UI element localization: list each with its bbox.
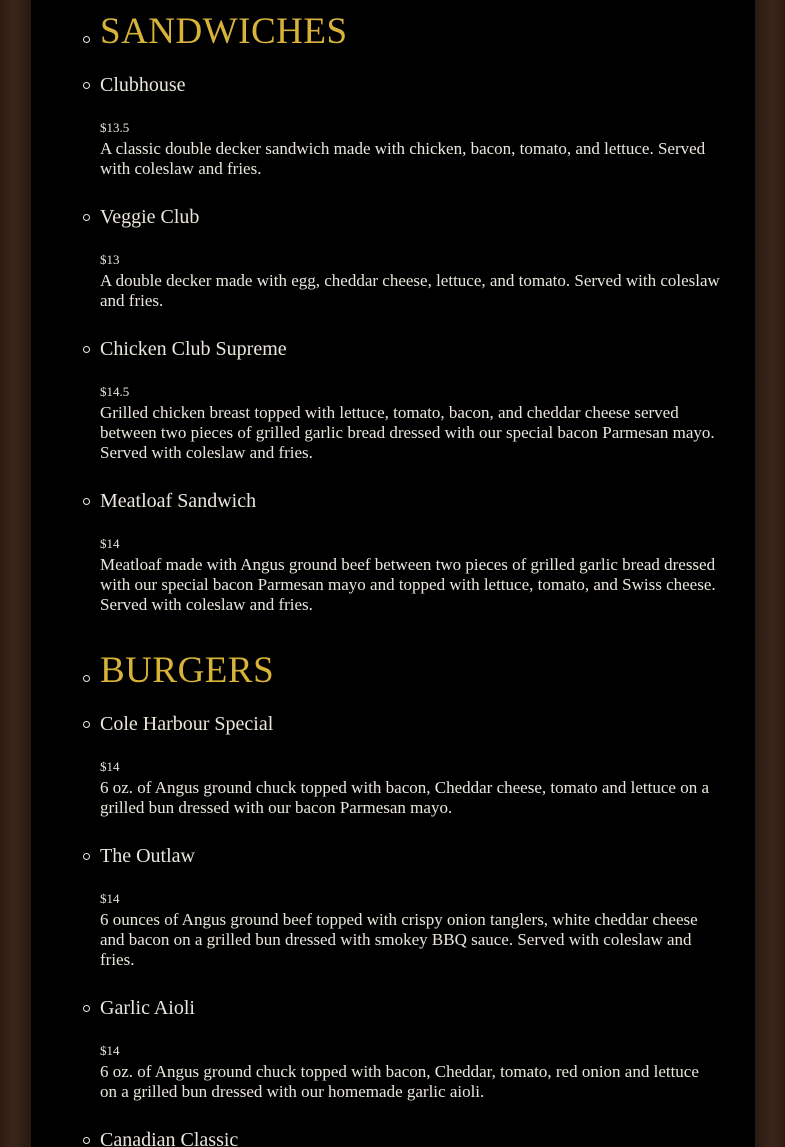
item-price: $13: [100, 252, 120, 267]
item-name: Cole Harbour Special: [100, 713, 274, 735]
item-name: Garlic Aioli: [100, 997, 195, 1019]
item-bullet-icon: [83, 1005, 90, 1012]
section-heading: SANDWICHES: [100, 11, 348, 52]
item-bullet-icon: [83, 498, 90, 505]
item-bullet-icon: [83, 1137, 90, 1144]
item-price: $14: [100, 891, 120, 906]
item-description: 6 oz. of Angus ground chuck topped with bacon, Cheddar cheese, tomato and lettuce on a grilled bun dressed with our bacon Parmesan mayo.: [100, 778, 709, 817]
item-description: Meatloaf made with Angus ground beef between two pieces of grilled garlic bread dressed with our special bacon Parmesan mayo and topped with lettuce, tomato, and Swiss cheese. Served with coleslaw and fries.: [100, 555, 716, 614]
item-price: $14.5: [100, 384, 130, 399]
item-description: A classic double decker sandwich made with chicken, bacon, tomato, and lettuce. Served with coleslaw and fries.: [100, 139, 706, 178]
item-bullet-icon: [83, 853, 90, 860]
item-price: $14: [100, 536, 120, 551]
item-bullet-icon: [83, 346, 90, 353]
item-description: Grilled chicken breast topped with lettuce, tomato, bacon, and cheddar cheese served between two pieces of grilled garlic bread dressed with our special bacon Parmesan mayo. Served with coleslaw and fries.: [100, 403, 715, 462]
item-price: $13.5: [100, 120, 130, 135]
section-bullet-icon: [83, 675, 90, 682]
item-name: The Outlaw: [100, 845, 195, 867]
menu-panel: [31, 0, 755, 1147]
item-description: 6 ounces of Angus ground beef topped with crispy onion tanglers, white cheddar cheese and bacon on a grilled bun dressed with smokey BBQ sauce. Served with coleslaw and fries.: [100, 910, 698, 969]
item-bullet-icon: [83, 721, 90, 728]
item-name: Clubhouse: [100, 74, 186, 96]
item-price: $14: [100, 1043, 120, 1058]
item-name: Veggie Club: [100, 206, 200, 228]
item-bullet-icon: [83, 214, 90, 221]
section-bullet-icon: [83, 36, 90, 43]
item-description: 6 oz. of Angus ground chuck topped with bacon, Cheddar, tomato, red onion and lettuce on a grilled bun dressed with our homemade garlic aioli.: [100, 1062, 699, 1101]
item-price: $14: [100, 759, 120, 774]
item-name: Chicken Club Supreme: [100, 338, 287, 360]
item-description: A double decker made with egg, cheddar cheese, lettuce, and tomato. Served with coleslaw and fries.: [100, 271, 720, 310]
item-bullet-icon: [83, 82, 90, 89]
item-name: Canadian Classic: [100, 1129, 239, 1147]
section-heading: BURGERS: [100, 650, 275, 691]
item-name: Meatloaf Sandwich: [100, 490, 257, 512]
